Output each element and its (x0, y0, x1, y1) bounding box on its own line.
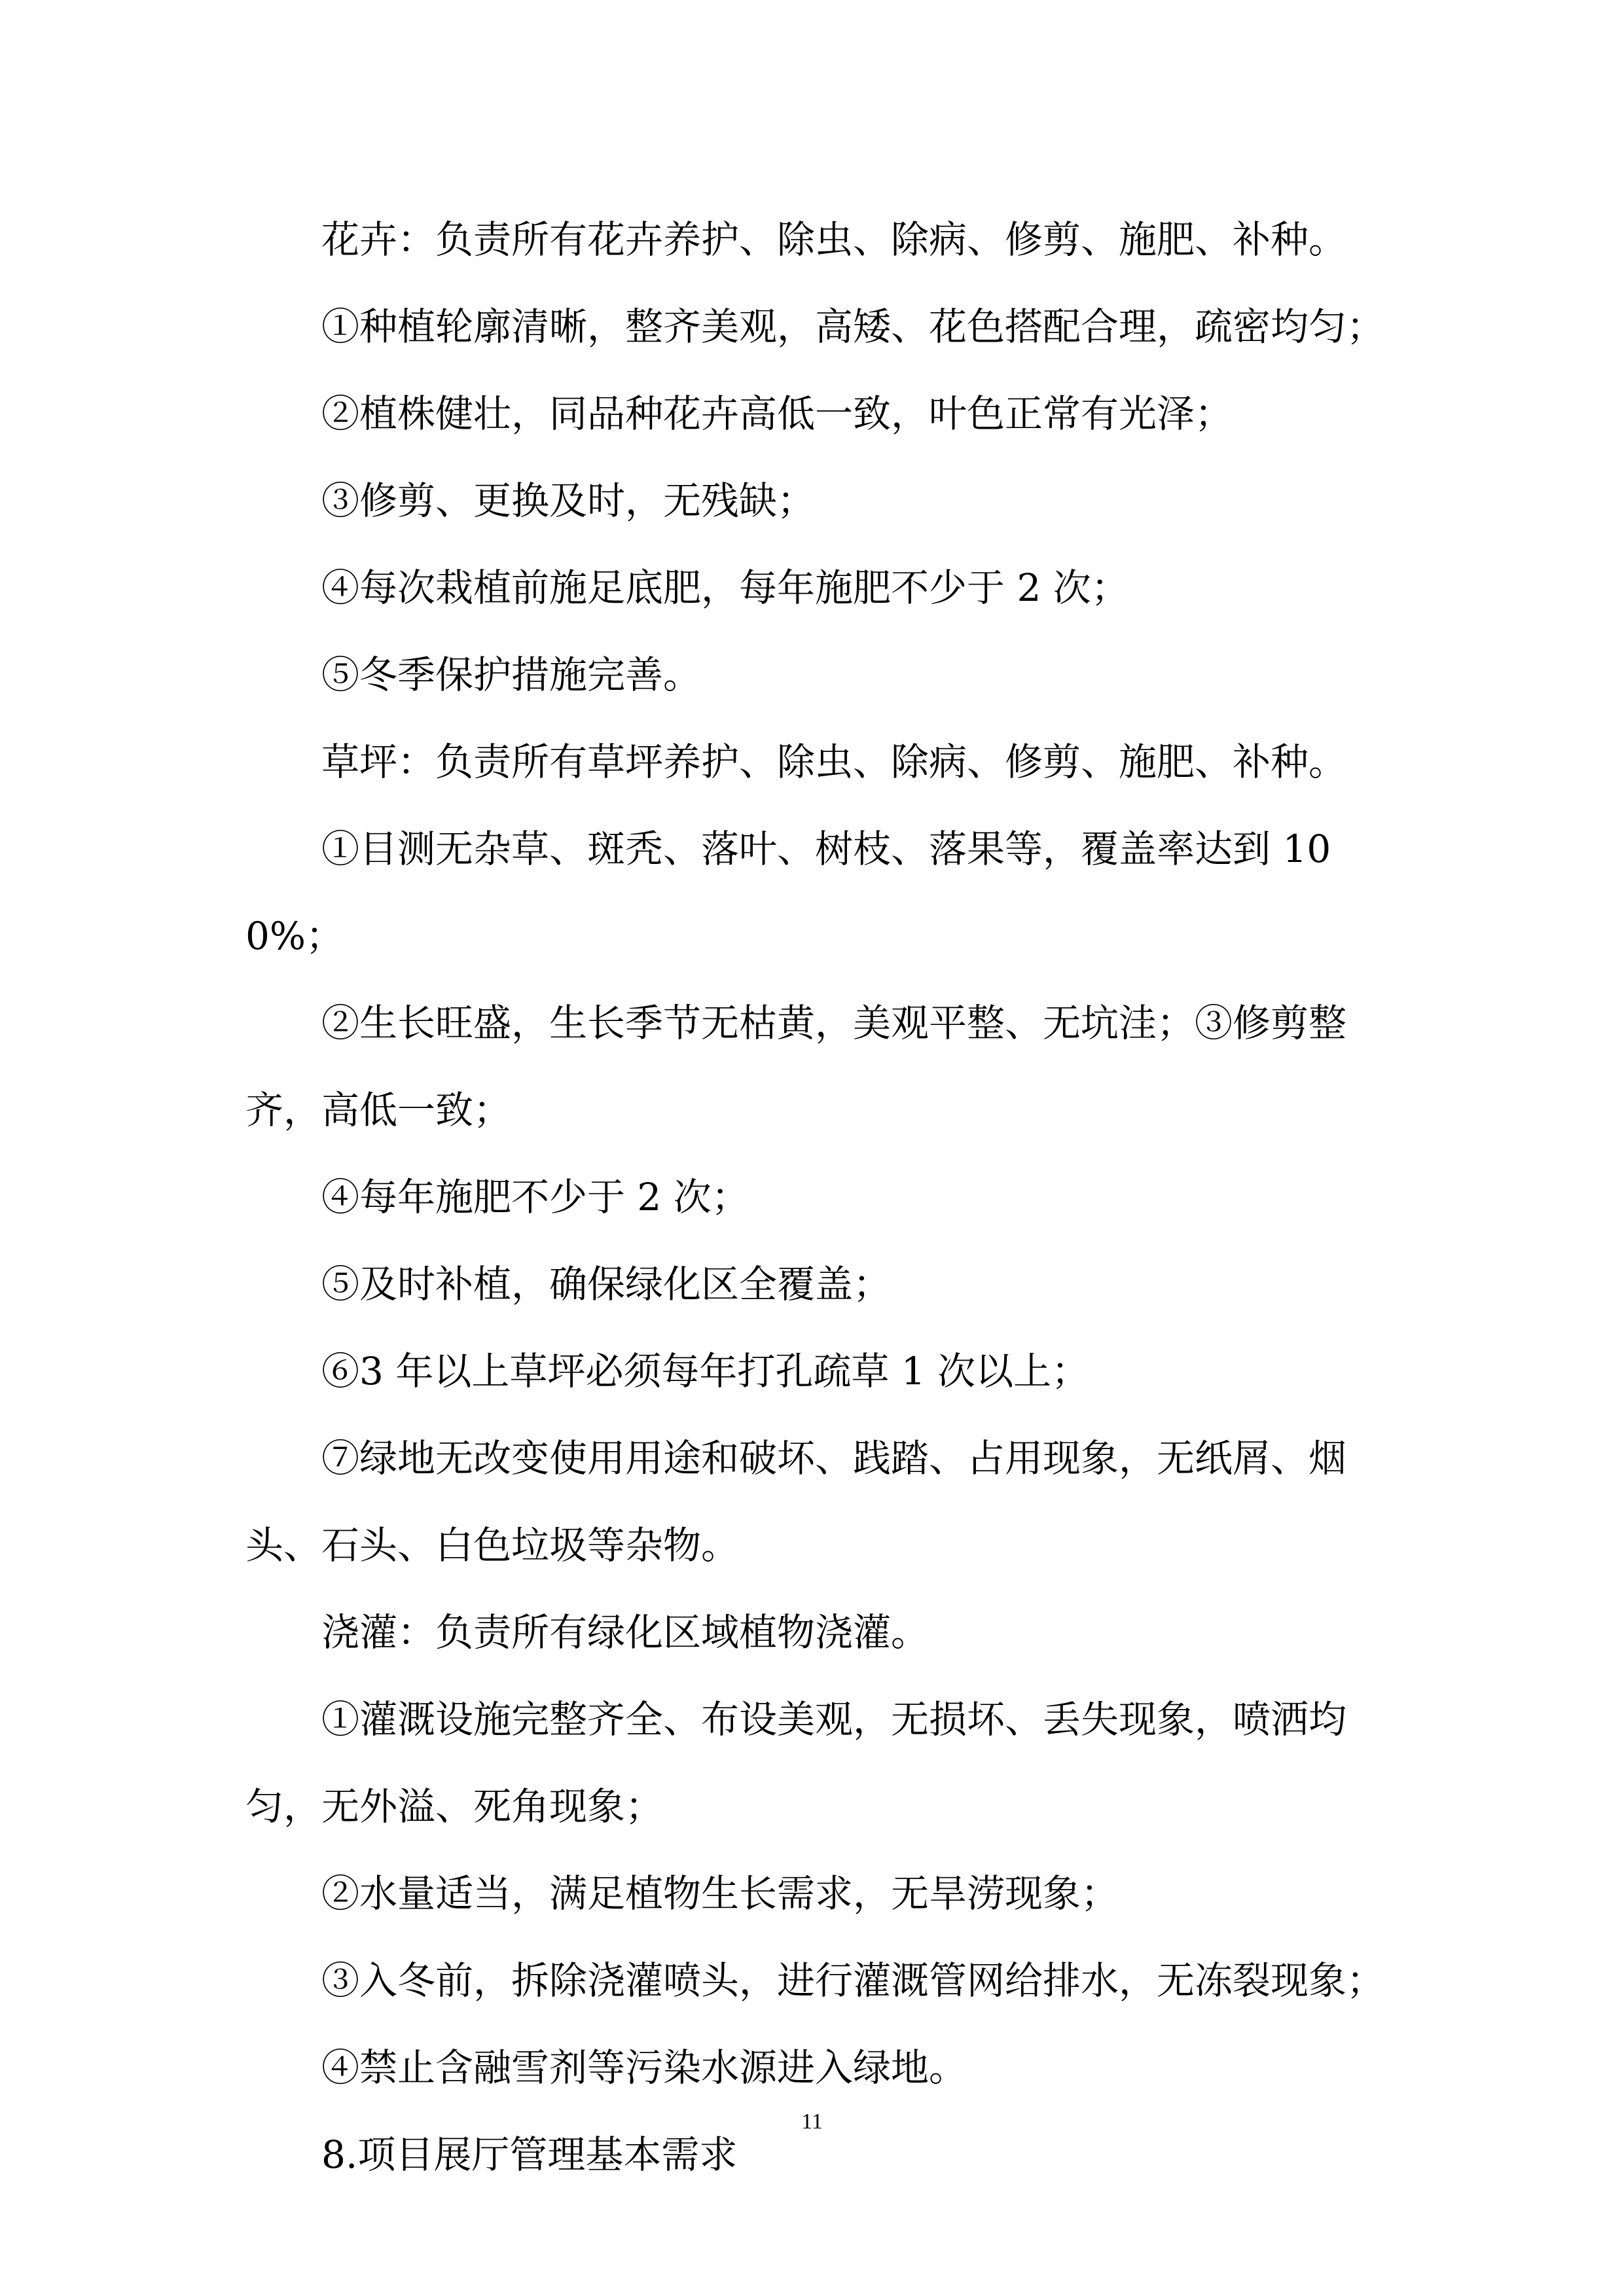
page-body (245, 196, 1384, 2198)
paragraph-irrigation-item-3: ③入冬前，拆除浇灌喷头，进行灌溉管网给排水，无冻裂现象； (321, 1958, 1385, 2003)
paragraph-flowers-item-2: ②植株健壮，同品种花卉高低一致，叶色正常有光泽； (321, 391, 1233, 436)
paragraph-irrigation-heading: 浇灌：负责所有绿化区域植物浇灌。 (321, 1610, 929, 1655)
paragraph-lawn-heading: 草坪：负责所有草坪养护、除虫、除病、修剪、施肥、补种。 (321, 740, 1347, 784)
paragraph-flowers-item-1: ①种植轮廓清晰，整齐美观，高矮、花色搭配合理，疏密均匀； (321, 304, 1385, 349)
paragraph-irrigation-item-4: ④禁止含融雪剂等污染水源进入绿地。 (321, 2045, 967, 2090)
paragraph-irrigation-item-1: ①灌溉设施完整齐全、布设美观，无损坏、丢失现象，喷洒均匀，无外溢、死角现象； (245, 1697, 1347, 1829)
paragraph-lawn-item-1: ①目测无杂草、斑秃、落叶、树枝、落果等，覆盖率达到 100%； (245, 827, 1331, 958)
paragraph-flowers-item-5: ⑤冬季保护措施完善。 (321, 653, 702, 697)
paragraph-flowers-item-3: ③修剪、更换及时，无残缺； (321, 478, 816, 523)
paragraph-irrigation-item-2: ②水量适当，满足植物生长需求，无旱涝现象； (321, 1871, 1119, 1916)
paragraph-lawn-item-4: ④每年施肥不少于 2 次； (321, 1175, 749, 1219)
paragraph-flowers-heading: 花卉：负责所有花卉养护、除虫、除病、修剪、施肥、补种。 (321, 217, 1347, 262)
section-heading-exhibition-hall: 8.项目展厅管理基本需求 (321, 2132, 738, 2177)
paragraph-lawn-item-5: ⑤及时补植，确保绿化区全覆盖； (321, 1262, 892, 1306)
page-number: 11 (801, 2109, 823, 2134)
paragraph-flowers-item-4: ④每次栽植前施足底肥，每年施肥不少于 2 次； (321, 565, 1129, 610)
paragraph-lawn-item-2-3: ②生长旺盛，生长季节无枯黄，美观平整、无坑洼；③修剪整齐，高低一致； (245, 1001, 1347, 1132)
paragraph-lawn-item-6: ⑥3 年以上草坪必须每年打孔疏草 1 次以上； (321, 1349, 1090, 1393)
paragraph-lawn-item-7: ⑦绿地无改变使用用途和破坏、践踏、占用现象，无纸屑、烟头、石头、白色垃圾等杂物。 (245, 1436, 1347, 1568)
